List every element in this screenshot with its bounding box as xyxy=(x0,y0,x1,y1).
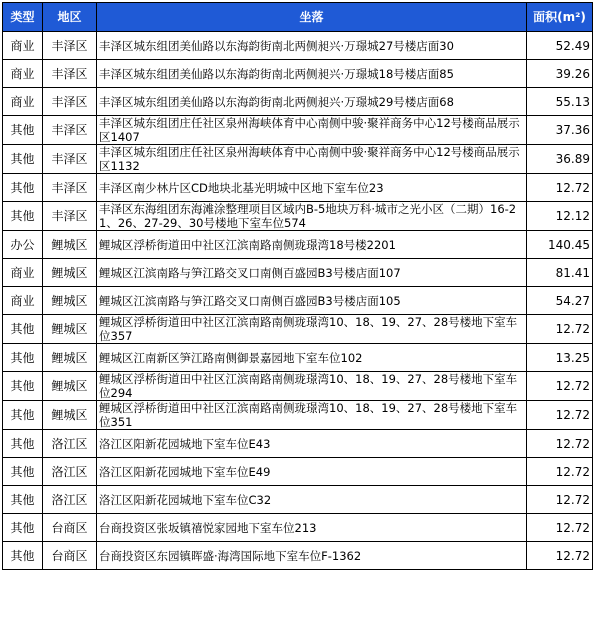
cell-type: 其他 xyxy=(3,542,43,570)
cell-type: 办公 xyxy=(3,231,43,259)
cell-address: 鲤城区浮桥街道田中社区江滨南路南侧珑璟湾10、18、19、27、28号楼地下室车位351 xyxy=(97,401,527,430)
cell-district: 丰泽区 xyxy=(43,60,97,88)
cell-address: 鲤城区浮桥街道田中社区江滨南路南侧珑璟湾18号楼2201 xyxy=(97,231,527,259)
table-row xyxy=(3,32,593,60)
cell-area: 39.26 xyxy=(527,60,593,88)
cell-district: 洛江区 xyxy=(43,430,97,458)
header-area: 面积(m²) xyxy=(527,3,593,32)
cell-area: 52.49 xyxy=(527,32,593,60)
cell-area: 12.72 xyxy=(527,486,593,514)
cell-district: 台商区 xyxy=(43,514,97,542)
cell-type: 商业 xyxy=(3,287,43,315)
cell-address: 洛江区阳新花园城地下室车位E43 xyxy=(97,430,527,458)
cell-type: 商业 xyxy=(3,32,43,60)
table-row xyxy=(3,430,593,458)
cell-type: 其他 xyxy=(3,116,43,145)
cell-area: 12.72 xyxy=(527,372,593,401)
cell-type: 商业 xyxy=(3,259,43,287)
cell-district: 鲤城区 xyxy=(43,401,97,430)
cell-address: 丰泽区城东组团美仙路以东海韵街南北两侧昶兴·万璟城27号楼店面30 xyxy=(97,32,527,60)
cell-district: 鲤城区 xyxy=(43,372,97,401)
cell-type: 其他 xyxy=(3,486,43,514)
cell-address: 鲤城区江滨南路与笋江路交叉口南侧百盛园B3号楼店面107 xyxy=(97,259,527,287)
cell-type: 其他 xyxy=(3,145,43,174)
table-row xyxy=(3,542,593,570)
cell-area: 12.12 xyxy=(527,202,593,231)
header-address: 坐落 xyxy=(97,3,527,32)
cell-area: 55.13 xyxy=(527,88,593,116)
cell-district: 鲤城区 xyxy=(43,344,97,372)
cell-district: 鲤城区 xyxy=(43,259,97,287)
cell-address: 鲤城区浮桥街道田中社区江滨南路南侧珑璟湾10、18、19、27、28号楼地下室车位294 xyxy=(97,372,527,401)
cell-area: 13.25 xyxy=(527,344,593,372)
cell-district: 丰泽区 xyxy=(43,174,97,202)
table-row xyxy=(3,344,593,372)
cell-address: 丰泽区城东组团美仙路以东海韵街南北两侧昶兴·万璟城18号楼店面85 xyxy=(97,60,527,88)
cell-address: 丰泽区东海组团东海滩涂整理项目区域内B-5地块万科·城市之光小区（二期）16-21、26、27-29、30号楼地下室车位574 xyxy=(97,202,527,231)
cell-area: 54.27 xyxy=(527,287,593,315)
cell-address: 鲤城区江滨南路与笋江路交叉口南侧百盛园B3号楼店面105 xyxy=(97,287,527,315)
cell-type: 其他 xyxy=(3,202,43,231)
cell-address: 鲤城区江南新区笋江路南侧御景嘉园地下室车位102 xyxy=(97,344,527,372)
table-row xyxy=(3,88,593,116)
cell-address: 台商投资区东园镇晖盛·海湾国际地下室车位F-1362 xyxy=(97,542,527,570)
cell-type: 其他 xyxy=(3,372,43,401)
table-row xyxy=(3,202,593,231)
cell-address: 洛江区阳新花园城地下室车位E49 xyxy=(97,458,527,486)
cell-area: 12.72 xyxy=(527,174,593,202)
cell-type: 其他 xyxy=(3,344,43,372)
table-row xyxy=(3,259,593,287)
cell-area: 81.41 xyxy=(527,259,593,287)
cell-district: 台商区 xyxy=(43,542,97,570)
cell-area: 12.72 xyxy=(527,542,593,570)
cell-type: 其他 xyxy=(3,174,43,202)
cell-district: 鲤城区 xyxy=(43,287,97,315)
table-row xyxy=(3,60,593,88)
cell-type: 其他 xyxy=(3,315,43,344)
cell-area: 12.72 xyxy=(527,315,593,344)
table-header-row xyxy=(3,3,593,32)
cell-type: 其他 xyxy=(3,401,43,430)
cell-address: 鲤城区浮桥街道田中社区江滨南路南侧珑璟湾10、18、19、27、28号楼地下室车位357 xyxy=(97,315,527,344)
cell-area: 140.45 xyxy=(527,231,593,259)
table-row xyxy=(3,231,593,259)
cell-district: 鲤城区 xyxy=(43,231,97,259)
cell-district: 鲤城区 xyxy=(43,315,97,344)
table-row xyxy=(3,145,593,174)
property-table xyxy=(2,2,593,570)
table-row xyxy=(3,372,593,401)
table-body xyxy=(3,32,593,570)
cell-district: 丰泽区 xyxy=(43,88,97,116)
cell-type: 商业 xyxy=(3,88,43,116)
cell-type: 其他 xyxy=(3,430,43,458)
header-type: 类型 xyxy=(3,3,43,32)
cell-address: 丰泽区城东组团庄任社区泉州海峡体育中心南侧中骏·聚祥商务中心12号楼商品展示区1132 xyxy=(97,145,527,174)
cell-area: 37.36 xyxy=(527,116,593,145)
table-row xyxy=(3,315,593,344)
cell-area: 12.72 xyxy=(527,401,593,430)
cell-district: 丰泽区 xyxy=(43,202,97,231)
cell-district: 丰泽区 xyxy=(43,116,97,145)
header-district: 地区 xyxy=(43,3,97,32)
table-row xyxy=(3,401,593,430)
cell-address: 台商投资区张坂镇禧悦家园地下室车位213 xyxy=(97,514,527,542)
cell-type: 其他 xyxy=(3,458,43,486)
table-row xyxy=(3,486,593,514)
cell-area: 12.72 xyxy=(527,430,593,458)
table-row xyxy=(3,174,593,202)
cell-area: 36.89 xyxy=(527,145,593,174)
cell-address: 丰泽区南少林片区CD地块北基光明城中区地下室车位23 xyxy=(97,174,527,202)
cell-area: 12.72 xyxy=(527,458,593,486)
cell-district: 丰泽区 xyxy=(43,145,97,174)
table-row xyxy=(3,458,593,486)
table-row xyxy=(3,116,593,145)
cell-area: 12.72 xyxy=(527,514,593,542)
table-row xyxy=(3,514,593,542)
cell-type: 其他 xyxy=(3,514,43,542)
cell-district: 洛江区 xyxy=(43,458,97,486)
cell-address: 洛江区阳新花园城地下室车位C32 xyxy=(97,486,527,514)
table-row xyxy=(3,287,593,315)
cell-district: 丰泽区 xyxy=(43,32,97,60)
cell-district: 洛江区 xyxy=(43,486,97,514)
cell-address: 丰泽区城东组团美仙路以东海韵街南北两侧昶兴·万璟城29号楼店面68 xyxy=(97,88,527,116)
cell-type: 商业 xyxy=(3,60,43,88)
cell-address: 丰泽区城东组团庄任社区泉州海峡体育中心南侧中骏·聚祥商务中心12号楼商品展示区1407 xyxy=(97,116,527,145)
